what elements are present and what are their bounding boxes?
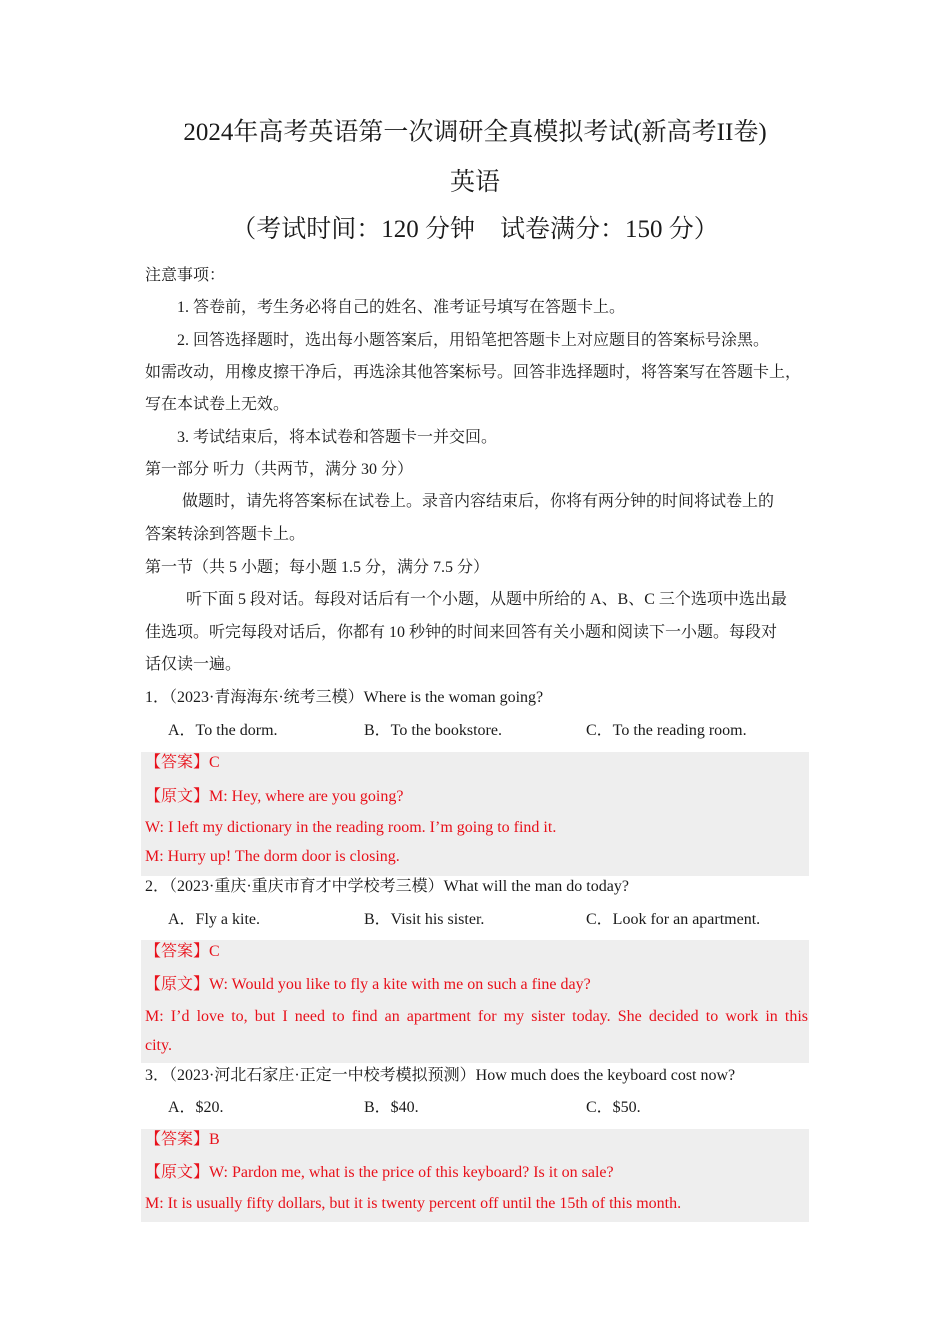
question-2-stem: 2．（2023·重庆·重庆市育才中学校考三模）What will the man do today? [145,878,629,895]
question-1-transcript-line-3: M: Hurry up! The dorm door is closing. [145,848,400,865]
section1-instruction-line-2: 佳选项。听完每段对话后，你都有 10 秒钟的时间来回答有关小题和阅读下一小题。每段对 [145,624,778,641]
notice-item-3: 3. 考试结束后，将本试卷和答题卡一并交回。 [177,429,498,446]
section1-instruction-line-3: 话仅读一遍。 [145,656,242,673]
part1-instruction-line-1: 做题时，请先将答案标在试卷上。录音内容结束后，你将有两分钟的时间将试卷上的 [182,493,775,510]
subject-title: 英语 [449,169,500,196]
notice-heading: 注意事项： [145,267,226,284]
part1-heading: 第一部分 听力（共两节，满分 30 分） [145,461,414,478]
question-2-transcript-line-3: city. [145,1037,172,1054]
exam-title: 2024年高考英语第一次调研全真模拟考试(新高考II卷) [183,119,767,146]
section1-heading: 第一节（共 5 小题；每小题 1.5 分，满分 7.5 分） [145,559,490,576]
question-3-option-a: A．$20. [168,1099,224,1116]
question-1-answer: 【答案】C [145,754,220,771]
question-3-option-c: C．$50. [586,1099,641,1116]
exam-info: （考试时间：120 分钟 试卷满分：150 分） [231,216,719,243]
question-2-answer: 【答案】C [145,943,220,960]
question-3-transcript-line-1: 【原文】W: Pardon me, what is the price of this keyboard? Is it on sale? [145,1164,614,1181]
notice-item-2-line-1: 2. 回答选择题时，选出每小题答案后，用铅笔把答题卡上对应题目的答案标号涂黑。 [177,332,770,349]
notice-item-2-line-2: 如需改动，用橡皮擦干净后，再选涂其他答案标号。回答非选择题时，将答案写在答题卡上， [145,364,802,381]
question-2-option-c: C．Look for an apartment. [586,911,761,928]
question-3-transcript-line-2: M: It is usually fifty dollars, but it is twenty percent off until the 15th of this month. [145,1195,682,1212]
question-1-stem: 1．（2023·青海海东·统考三模）Where is the woman going? [145,689,544,706]
notice-item-2-line-3: 写在本试卷上无效。 [145,396,290,413]
question-2-transcript-line-1: 【原文】W: Would you like to fly a kite with me on such a fine day? [145,976,591,993]
section1-instruction-line-1: 听下面 5 段对话。每段对话后有一个小题，从题中所给的 A、B、C 三个选项中选出最 [186,591,787,608]
question-1-option-a: A．To the dorm. [168,722,278,739]
question-2-transcript-line-2: M: I’d love to, but I need to find an apartment for my sister today. She decided to work in this [145,1008,808,1025]
question-1-option-c: C．To the reading room. [586,722,747,739]
question-3-answer: 【答案】B [145,1131,220,1148]
question-3-option-b: B．$40. [364,1099,419,1116]
question-1-option-b: B．To the bookstore. [364,722,502,739]
question-2-option-b: B．Visit his sister. [364,911,485,928]
question-1-transcript-line-2: W: I left my dictionary in the reading room. I’m going to find it. [145,819,557,836]
notice-item-1: 1. 答卷前，考生务必将自己的姓名、准考证号填写在答题卡上。 [177,299,626,316]
question-3-stem: 3．（2023·河北石家庄·正定一中校考模拟预测）How much does the keyboard cost now? [145,1067,736,1084]
part1-instruction-line-2: 答案转涂到答题卡上。 [145,526,306,543]
question-1-transcript-line-1: 【原文】M: Hey, where are you going? [145,788,404,805]
question-2-option-a: A．Fly a kite. [168,911,260,928]
